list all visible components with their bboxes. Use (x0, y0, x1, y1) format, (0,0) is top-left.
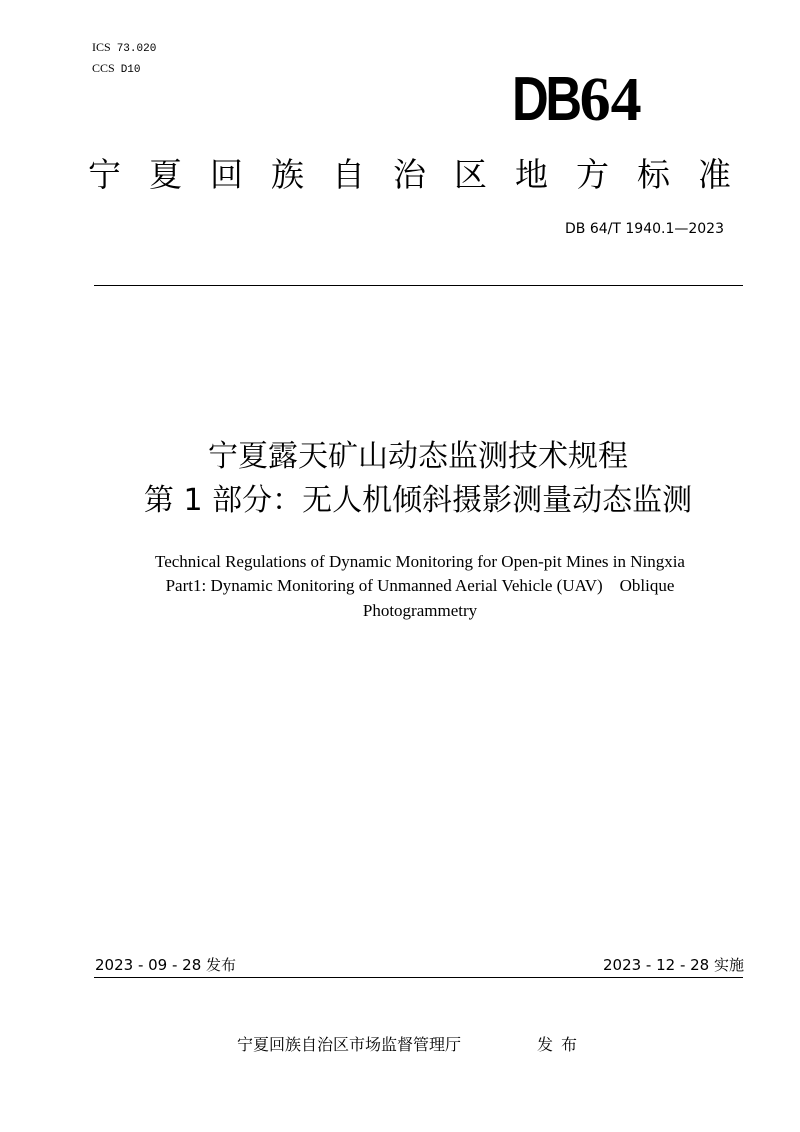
publish-label: 发布 (537, 1035, 586, 1054)
ccs-label: CCS (92, 61, 115, 75)
ccs-code (92, 61, 141, 77)
implementation-date: 2023 - 12 - 28 实施 (602, 956, 744, 974)
issue-date: 2023 - 09 - 28 发布 (95, 956, 237, 974)
db-logo (512, 65, 642, 134)
title-en-line1: Technical Regulations of Dynamic Monitoring for Open-pit Mines in Ningxia (155, 552, 685, 571)
ics-label: ICS (92, 40, 111, 54)
top-divider (94, 285, 743, 286)
bottom-divider (94, 977, 743, 978)
ics-value: 73.020 (116, 43, 157, 55)
title-en-line2: Part1: Dynamic Monitoring of Unmanned Aerial Vehicle (UAV) Oblique (165, 576, 675, 595)
standard-type: 宁夏回族自治区地方标准 (88, 155, 759, 194)
title-cn-line2: 第 1 部分：无人机倾斜摄影测量动态监测 (143, 483, 693, 518)
db-logo-digits: 64 (579, 66, 642, 134)
ccs-value: D10 (120, 64, 141, 76)
ics-code (92, 40, 156, 56)
standard-number: DB 64/T 1940.1—2023 (565, 221, 724, 237)
title-cn-line1: 宁夏露天矿山动态监测技术规程 (208, 439, 628, 474)
db-logo-letters: DB (512, 65, 579, 134)
publisher-name: 宁夏回族自治区市场监督管理厅 (237, 1035, 462, 1054)
title-en-line3: Photogrammetry (362, 601, 478, 620)
